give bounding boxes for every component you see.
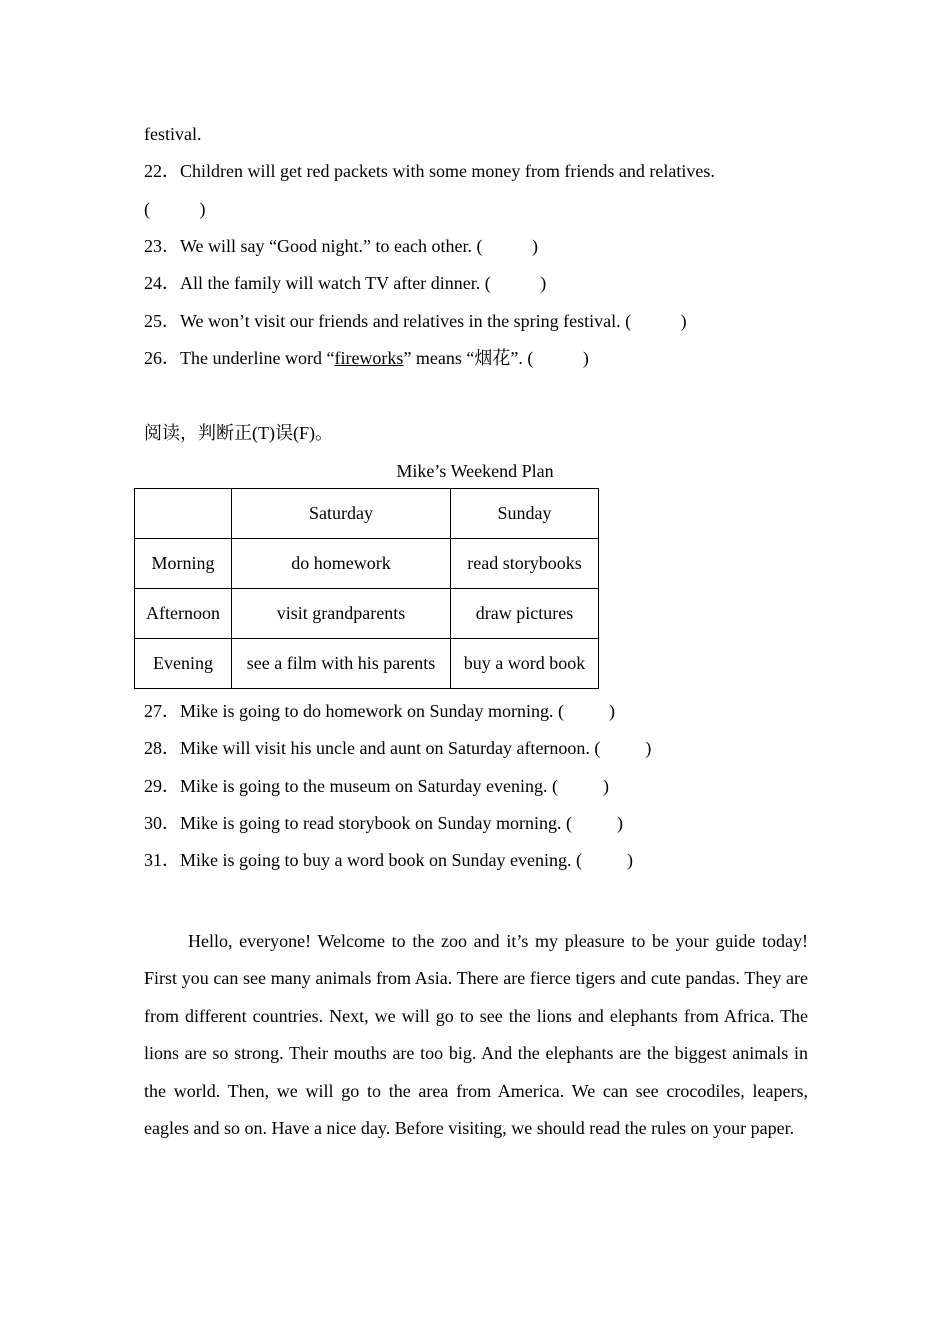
question-28: 28．Mike will visit his uncle and aunt on Saturday afternoon. ( ): [144, 738, 652, 758]
section-instruction: 阅读，判断正(T)误(F)。: [144, 423, 333, 443]
table-title: Mike’s Weekend Plan: [396, 461, 554, 481]
sunday-cell: read storybooks: [451, 539, 599, 589]
saturday-cell: do homework: [232, 539, 451, 589]
question-29: 29．Mike is going to the museum on Saturday evening. ( ): [144, 776, 609, 796]
table-row: [135, 639, 599, 689]
row-label: Evening: [135, 639, 232, 689]
table-header-row: [135, 489, 599, 539]
header-empty: [135, 489, 232, 539]
continued-text: festival.: [144, 124, 202, 144]
underlined-word: fireworks: [334, 348, 404, 368]
question-26: [144, 347, 589, 369]
question-22-blank[interactable]: ( ): [144, 199, 206, 219]
row-label: Morning: [135, 539, 232, 589]
row-label: Afternoon: [135, 589, 232, 639]
table-row: [135, 589, 599, 639]
header-sunday: Sunday: [451, 489, 599, 539]
question-23: 23．We will say “Good night.” to each other. ( ): [144, 236, 538, 256]
question-22: 22．Children will get red packets with some money from friends and relatives.: [144, 161, 715, 181]
question-24: 24．All the family will watch TV after dinner. ( ): [144, 273, 547, 293]
question-30: 30．Mike is going to read storybook on Sunday morning. ( ): [144, 813, 623, 833]
passage-text: Hello, everyone! Welcome to the zoo and it’s my pleasure to be your guide today! First you can see many animals from Asia. There are fierce tigers and cute pandas. They are from different countries. Next, we will go to see the lions and elephants from Africa. The lions are so strong. Their mouths are too big. And the elephants are the biggest animals in the world. Then, we will go to the area from America. We can see crocodiles, leapers, eagles and so on. Have a nice day. Before visiting, we should read the rules on your paper.: [144, 931, 808, 1139]
question-27: 27．Mike is going to do homework on Sunday morning. ( ): [144, 701, 615, 721]
question-25: 25．We won’t visit our friends and relatives in the spring festival. ( ): [144, 311, 687, 331]
saturday-cell: see a film with his parents: [232, 639, 451, 689]
header-saturday: Saturday: [232, 489, 451, 539]
question-31: 31．Mike is going to buy a word book on Sunday evening. ( ): [144, 850, 633, 870]
table-row: [135, 539, 599, 589]
saturday-cell: visit grandparents: [232, 589, 451, 639]
sunday-cell: buy a word book: [451, 639, 599, 689]
sunday-cell: draw pictures: [451, 589, 599, 639]
weekend-plan-table: [134, 488, 599, 689]
question-26-suffix: ” means “烟花”. ( ): [403, 348, 589, 368]
reading-passage: [144, 923, 808, 1147]
question-26-prefix: 26．The underline word “: [144, 348, 335, 368]
